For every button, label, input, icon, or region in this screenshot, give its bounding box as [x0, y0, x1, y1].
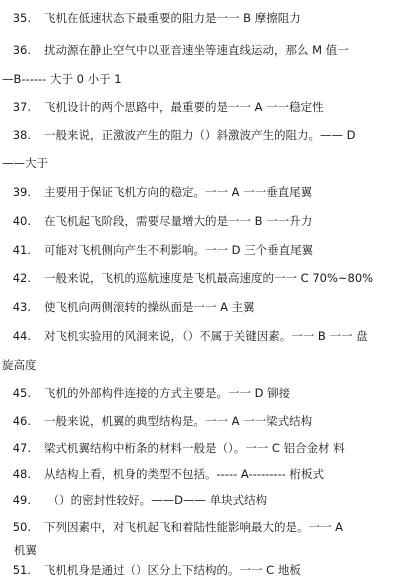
question-44-continuation — [2, 358, 37, 372]
question-number: 43. — [12, 300, 31, 314]
question-number: 37. — [12, 100, 31, 114]
question-42 — [0, 271, 373, 285]
continuation-text: 旋高度 — [2, 358, 37, 372]
question-number: 48. — [12, 467, 31, 481]
question-number: 40. — [12, 214, 31, 228]
question-number: 47. — [12, 441, 31, 455]
question-number: 46. — [12, 414, 31, 428]
question-text: 在飞机起飞阶段，需要尽量增大的是一一 B 一一升力 — [44, 214, 313, 228]
continuation-text: 机翼 — [14, 543, 37, 557]
question-text: 从结构上看，机身的类型不包括。----- A--------- 桁板式 — [44, 467, 325, 481]
question-text: （）的密封性较好。——D—— 单块式结构 — [44, 493, 268, 507]
question-text: 飞机机身是通过（）区分上下结构的。一一 C 地板 — [44, 563, 301, 577]
question-text: 飞机设计的两个思路中，最重要的是一一 A 一一稳定性 — [44, 100, 324, 114]
question-number: 39. — [12, 185, 31, 199]
question-46 — [0, 414, 312, 428]
question-37 — [0, 100, 324, 114]
question-number: 45. — [12, 386, 31, 400]
question-number: 38. — [12, 128, 31, 142]
question-43 — [0, 300, 255, 314]
question-number: 41. — [12, 243, 31, 257]
question-48 — [0, 467, 324, 481]
question-47 — [0, 441, 345, 455]
question-38 — [0, 128, 356, 142]
question-text: 一般来说，飞机的巡航速度是飞机最高速度的一一 C 70%~80% — [44, 271, 374, 285]
question-number: 49. — [12, 493, 31, 507]
question-50 — [0, 520, 343, 534]
question-36 — [0, 43, 349, 57]
question-number: 42. — [12, 271, 31, 285]
question-39 — [0, 185, 312, 199]
question-38-continuation — [2, 156, 48, 170]
question-text: 一般来说，机翼的典型结构是。一一 A 一一梁式结构 — [44, 414, 313, 428]
question-text: 一般来说，正激波产生的阻力（）斜激波产生的阻力。—— D — [44, 128, 356, 142]
question-44 — [0, 329, 368, 343]
question-40 — [0, 214, 312, 228]
question-35 — [0, 11, 301, 25]
question-text: 扰动源在静止空气中以亚音速坐等速直线运动，那么 M 值一 — [44, 43, 349, 57]
question-number: 50. — [12, 520, 31, 534]
question-text: 飞机的外部构件连接的方式主要是。一一 D 铆接 — [44, 386, 291, 400]
question-36-continuation — [2, 72, 122, 86]
question-45 — [0, 386, 290, 400]
question-text: 下列因素中，对飞机起飞和着陆性能影响最大的是。一一 A — [44, 520, 344, 534]
question-number: 51. — [12, 563, 31, 577]
question-text: 可能对飞机侧向产生不利影响。一一 D 三个垂直尾翼 — [44, 243, 314, 257]
question-text: 飞机在低速状态下最重要的阻力是一一 B 摩擦阻力 — [44, 11, 301, 25]
question-number: 44. — [12, 329, 31, 343]
question-text: 使飞机向两侧滚转的操纵面是一一 A 主翼 — [44, 300, 255, 314]
question-text: 对飞机实验用的风洞来说，（）不属于关键因素。一一 B 一一 盘 — [44, 329, 368, 343]
question-text: 梁式机翼结构中桁条的材料一般是（）。一一 C 铝合金材 料 — [44, 441, 345, 455]
question-text: 主要用于保证飞机方向的稳定。一一 A 一一垂直尾翼 — [44, 185, 313, 199]
question-41 — [0, 243, 313, 257]
question-51 — [0, 563, 301, 577]
question-49 — [0, 493, 267, 507]
continuation-text: ——大于 — [2, 156, 48, 170]
question-number: 35. — [12, 11, 31, 25]
question-number: 36. — [12, 43, 31, 57]
continuation-text: —B------ 大于 0 小于 1 — [2, 72, 122, 86]
question-50-continuation — [14, 543, 37, 557]
